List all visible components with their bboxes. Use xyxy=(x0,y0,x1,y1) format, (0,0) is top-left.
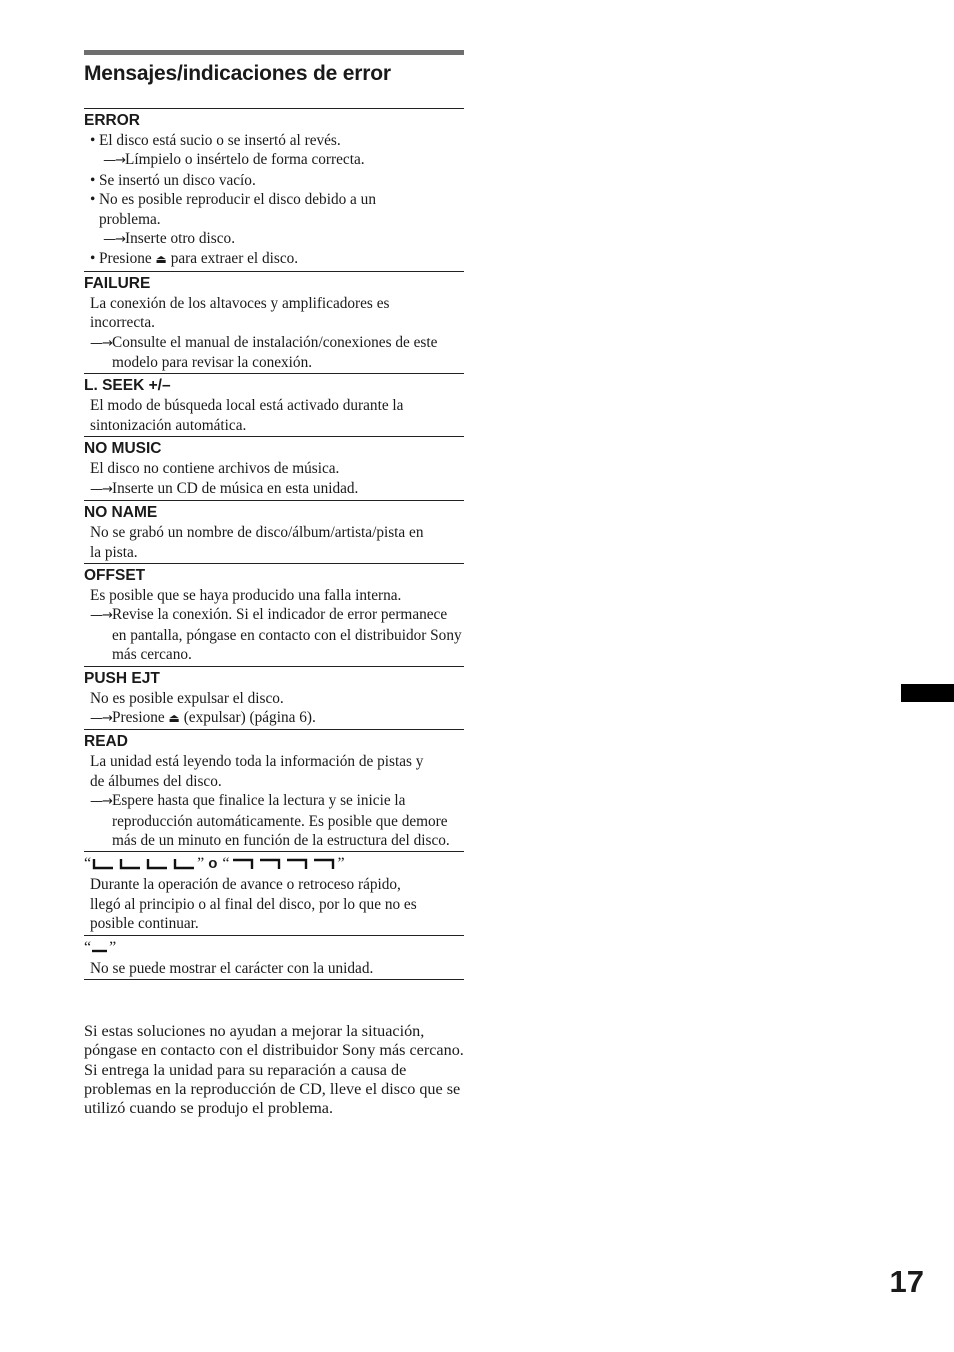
quote-close-2: ” xyxy=(337,855,345,873)
line-text: Es posible que se haya producido una falla interna. xyxy=(90,586,402,604)
description-line xyxy=(84,523,464,542)
segment-bottom-left-icon xyxy=(91,857,197,871)
dash-term xyxy=(84,937,464,959)
line-text: Presione xyxy=(112,708,165,726)
arrow-line xyxy=(84,791,464,850)
bullet-line xyxy=(84,131,464,150)
bullet-line xyxy=(84,249,464,269)
description-line xyxy=(84,752,464,771)
description-line xyxy=(84,294,464,313)
segment-display-term xyxy=(84,853,464,875)
main-column xyxy=(84,50,464,980)
error-term: FAILURE xyxy=(84,274,151,292)
line-text: incorrecta. xyxy=(90,314,155,332)
line-text: La conexión de los altavoces y amplificadores es xyxy=(90,294,390,312)
error-term: PUSH EJT xyxy=(84,669,160,687)
line-text: Consulte el manual de instalación/conexiones de este modelo para revisar la conexión. xyxy=(112,333,438,372)
line-text: problema. xyxy=(99,210,161,228)
bullet-continuation xyxy=(84,210,464,229)
error-entry-segment-display xyxy=(84,852,464,935)
arrow-line xyxy=(84,479,464,499)
segment-top-right-icon xyxy=(230,857,338,871)
quote-close: ” xyxy=(197,855,205,873)
line-text: El disco está sucio o se insertó al revés. xyxy=(99,132,341,149)
description-line xyxy=(84,772,464,791)
description-line xyxy=(84,313,464,332)
eject-icon: ⏏ xyxy=(155,252,167,267)
bullet-line xyxy=(84,171,464,190)
closing-paragraph-2: Si entrega la unidad para su reparación a causa de problemas en la reproducción de CD, lleve el disco que se utilizó cuando se produjo el problema. xyxy=(84,1060,461,1118)
page-number: 17 xyxy=(889,1264,924,1299)
eject-icon: ⏏ xyxy=(168,710,180,725)
line-text: de álbumes del disco. xyxy=(90,772,222,790)
line-text: El modo de búsqueda local está activado durante la xyxy=(90,397,404,415)
error-entry xyxy=(84,437,464,501)
line-text: Límpielo o insértelo de forma correcta. xyxy=(125,151,365,169)
line-text: para extraer el disco. xyxy=(170,250,299,268)
line-text: Inserte otro disco. xyxy=(125,230,236,248)
line-text: (expulsar) (página 6). xyxy=(183,708,316,726)
arrow-line xyxy=(84,333,464,373)
line-text: El disco no contiene archivos de música. xyxy=(90,460,340,478)
dash-desc: No se puede mostrar el carácter con la unidad. xyxy=(90,959,374,977)
closing-text xyxy=(84,1022,474,1118)
line-text: No es posible expulsar el disco. xyxy=(90,689,284,707)
or-word: o xyxy=(208,855,218,873)
line-text: Se insertó un disco vacío. xyxy=(99,171,256,189)
error-entry xyxy=(84,109,464,272)
error-entry xyxy=(84,730,464,852)
line-text: La unidad está leyendo toda la información de pistas y xyxy=(90,753,424,771)
error-message-list xyxy=(84,108,464,852)
bullet-line xyxy=(84,190,464,209)
segment-desc-line-2: llegó al principio o al final del disco, por lo que no es xyxy=(90,895,417,913)
page-title: Mensajes/indicaciones de error xyxy=(84,62,391,85)
error-term: READ xyxy=(84,733,128,751)
arrow-line xyxy=(84,708,464,728)
error-term: NO NAME xyxy=(84,504,158,522)
closing-paragraph-1: Si estas soluciones no ayudan a mejorar la situación, póngase en contacto con el distribuidor Sony más cercano. xyxy=(84,1022,464,1060)
segment-desc-line-3: posible continuar. xyxy=(90,915,199,933)
arrow-line xyxy=(84,229,464,249)
error-term: NO MUSIC xyxy=(84,440,162,458)
error-term: L. SEEK +/– xyxy=(84,377,171,395)
line-text: Espere hasta que finalice la lectura y se inicie la reproducción automáticamente. Es posible que demore más de un minuto en función de la estructura del disco. xyxy=(112,792,450,849)
line-text: Presione xyxy=(99,250,152,268)
arrow-line xyxy=(84,150,464,170)
right-arrow-icon: —→ xyxy=(90,710,112,726)
segment-desc-line-1: Durante la operación de avance o retroceso rápido, xyxy=(90,876,401,894)
error-entry xyxy=(84,374,464,437)
description-line xyxy=(84,416,464,435)
description-line xyxy=(84,396,464,415)
error-term: OFFSET xyxy=(84,566,146,584)
description-line xyxy=(84,689,464,708)
error-entry xyxy=(84,667,464,731)
error-entry xyxy=(84,272,464,375)
right-arrow-icon: —→ xyxy=(103,153,125,169)
quote-close: ” xyxy=(109,938,117,956)
error-entry xyxy=(84,501,464,564)
right-arrow-icon: —→ xyxy=(90,481,112,497)
line-text: Revise la conexión. Si el indicador de error permanece en pantalla, póngase en contacto con el distribuidor Sony más cercano. xyxy=(112,606,462,664)
description-line xyxy=(84,543,464,562)
description-line xyxy=(84,459,464,478)
quote-open: “ xyxy=(84,938,92,956)
title-rule xyxy=(84,50,464,55)
section-tab-marker xyxy=(901,684,954,702)
arrow-line xyxy=(84,605,464,664)
line-text: No se grabó un nombre de disco/álbum/artista/pista en xyxy=(90,524,424,542)
description-line xyxy=(84,586,464,605)
quote-open: “ xyxy=(84,855,92,873)
line-text: No es posible reproducir el disco debido a un xyxy=(99,191,376,209)
error-term: ERROR xyxy=(84,112,140,129)
error-entry xyxy=(84,564,464,667)
right-arrow-icon: —→ xyxy=(90,608,112,624)
right-arrow-icon: —→ xyxy=(90,335,112,351)
quote-open-2: “ xyxy=(222,855,230,873)
error-entry-dash xyxy=(84,936,464,980)
dash-character-icon xyxy=(91,941,109,955)
line-text: Inserte un CD de música en esta unidad. xyxy=(112,479,359,497)
right-arrow-icon: —→ xyxy=(90,794,112,810)
line-text: la pista. xyxy=(90,543,138,561)
line-text: sintonización automática. xyxy=(90,416,247,434)
right-arrow-icon: —→ xyxy=(103,232,125,248)
